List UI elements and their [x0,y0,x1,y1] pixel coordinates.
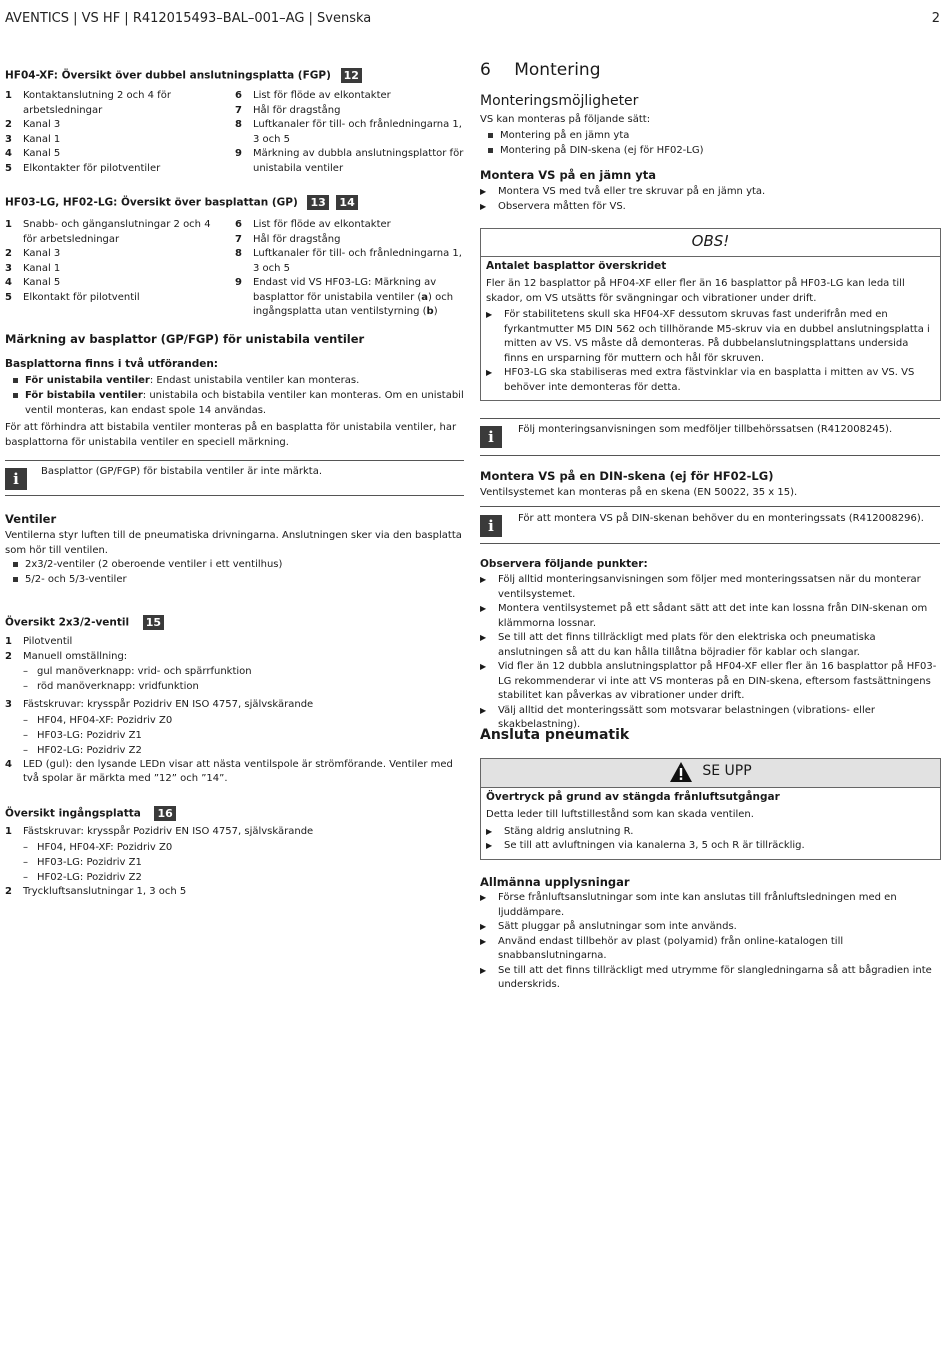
list-text: HF03-LG ska stabiliseras med extra fästvinklar via en basplatta i mitten av VS. VS behöver inte demonteras för detta. [504,367,915,393]
list-text: Manuell omställning: [23,650,128,662]
divider [480,543,940,544]
info-note: Följ monteringsanvisningen som medföljer tillbehörssatsen (R412008245). [518,424,893,435]
list-item [5,679,465,694]
arrow-bullet-icon: ▶ [480,893,487,902]
overview-valve-list [5,635,465,787]
list-text: Luftkanaler för till- och frånledningarna 1, 3 och 5 [253,248,462,274]
list-item [5,728,465,743]
list-item [5,162,225,177]
list-item [5,133,225,148]
fgp-list-a [5,89,225,176]
list-text: Kanal 5 [23,148,61,159]
notice-heading: OBS! [481,229,940,257]
chapter-title: Montering [514,60,601,80]
flat-mount-list [480,185,940,214]
figure-tag-13: 13 [307,195,328,210]
dash-bullet: – [23,729,28,741]
valves-paragraph: Ventilerna styr luften till de pneumatiska drivningarna. Anslutningen sker via den basplatta som hör till ventilen. [5,530,462,556]
info-icon: i [5,468,27,490]
caution-list [486,825,935,854]
list-item: 2 Manuell omställning: [5,650,465,665]
item-number: 9 [235,277,242,288]
mounting-options-list [480,128,940,158]
caution-paragraph: Detta leder till luftstillestånd som kan skada ventilen. [486,809,754,820]
info-icon: i [480,426,502,448]
list-item [486,839,935,854]
arrow-bullet-icon: ▶ [480,705,487,715]
item-number: 3 [5,133,12,145]
list-item [235,104,465,119]
list-item [5,291,225,306]
dash-list [5,840,465,885]
bold-term: För unistabila ventiler [25,375,150,386]
arrow-bullet-icon: ▶ [480,604,487,613]
list-item [235,233,465,248]
list-item [480,185,940,200]
item-number: 5 [5,162,12,174]
dash-bullet: – [23,666,28,677]
list-text: Se till att avluftningen via kanalerna 3, 5 och R är tillräcklig. [504,840,805,851]
header-title: AVENTICS | VS HF | R412015493–BAL–001–AG | Svenska [5,11,372,26]
page-header [5,11,940,31]
square-bullet-icon [488,128,500,143]
list-text: HF02-LG: Pozidriv Z2 [37,744,142,756]
square-bullet-icon [488,143,500,158]
list-text: Snabb- och gänganslutningar 2 och 4 för arbetsledningar [23,219,211,245]
item-number: 1 [5,219,12,230]
item-number: 2 [5,248,12,259]
info-note: För att montera VS på DIN-skenan behöver du en monteringssats (R412008296). [518,513,924,524]
general-info-list [480,891,940,993]
item-number: 4 [5,148,12,159]
dash-bullet: – [23,681,28,692]
list-item [5,118,225,133]
list-item [486,366,935,395]
arrow-bullet-icon: ▶ [480,633,487,642]
square-bullet-icon [13,572,25,587]
list-item [5,276,225,291]
list-text: 2x3/2-ventiler (2 oberoende ventiler i ett ventilhus) [25,559,283,570]
list-text: Se till att det finns tillräckligt med plats för den elektriska och pneumatiska anslutningen så att du kan hålla tillåtna böjradier för kablar och slangar. [498,632,876,658]
list-item [5,218,225,247]
item-number: 6 [235,90,242,101]
divider [480,455,940,456]
list-text: För stabilitetens skull ska HF04-XF dessutom skruvas fast underifrån med en fyrkantmutter M5 DIN 562 och tillhörande M5-skruv via en dubbel anslutningsplatta i mitten av VS. VS måste då demonteras. På dubbelanslutningsplattans undersida finns en ursparning för muttern och hål för skruven. [504,309,930,364]
list-item [235,276,465,320]
list-text: Förse frånluftsanslutningar som inte kan anslutas till frånluftsledningen med en ljuddämpare. [498,892,897,918]
fgp-list-b [235,89,465,176]
list-text: Använd endast tillbehör av plast (polyamid) från online-katalogen till snabbanslutningarna. [498,935,844,961]
gp-list-b [235,218,465,320]
list-item [5,147,225,162]
list-text: 5/2- och 5/3-ventiler [25,574,127,585]
list-text: List för flöde av elkontakter [253,90,391,101]
caution-header [481,759,940,788]
din-paragraph: Ventilsystemet kan monteras på en skena (EN 50022, 35 x 15). [480,487,798,498]
list-text: Märkning av dubbla anslutningsplattor för unistabila ventiler [253,148,464,174]
divider [5,495,464,496]
list-item [480,964,940,993]
list-text: Observera måtten för VS. [498,200,626,212]
info-icon: i [480,515,502,537]
list-text: Se till att det finns tillräckligt med utrymme för slangledningarna så att bågradien inte underskrids. [498,964,932,990]
list-text: Kanal 3 [23,119,61,130]
list-item [5,743,465,758]
divider [480,506,940,507]
list-text: HF02-LG: Pozidriv Z2 [37,871,142,883]
list-text: Pilotventil [23,636,73,647]
list-item: 3 Fästskruvar: krysspår Pozidriv EN ISO 4757, självskärande [5,698,465,713]
item-number: 1 [5,90,12,101]
arrow-bullet-icon: ▶ [486,368,493,377]
figure-tag-14: 14 [336,195,357,210]
list-item [480,935,940,964]
arrow-bullet-icon: ▶ [486,841,493,850]
list-text: Följ alltid monteringsanvisningen som följer med monteringssatsen när du monterar ventilsystemet. [498,574,921,600]
list-item [5,855,465,870]
list-text: Kontaktanslutning 2 och 4 för arbetsledningar [23,90,171,116]
mounting-options-title: Monteringsmöjligheter [480,93,639,109]
list-text: Kanal 1 [23,262,61,274]
arrow-bullet-icon: ▶ [480,201,487,211]
divider [5,460,464,461]
arrow-bullet-icon: ▶ [480,187,487,196]
list-item [480,602,941,631]
gp-title [5,195,358,210]
item-number: 4 [5,277,12,288]
arrow-bullet-icon: ▶ [480,575,487,584]
arrow-bullet-icon: ▶ [480,662,487,671]
item-number: 8 [235,248,242,259]
bold-term: För bistabila ventiler [25,390,143,401]
page-number: 2 [931,11,940,26]
item-number: 8 [235,119,242,130]
item-number: 6 [235,219,242,230]
list-text: HF04, HF04-XF: Pozidriv Z0 [37,714,173,726]
list-text: Kanal 3 [23,248,61,259]
item-number: 7 [235,233,242,245]
observe-title: Observera följande punkter: [480,558,648,570]
fgp-title-text: HF04-XF: Översikt över dubbel anslutningsplatta (FGP) [5,69,331,82]
list-item [480,920,940,935]
item-number: 9 [235,148,242,159]
list-text: Stäng aldrig anslutning R. [504,825,634,837]
list-text: Hål för dragstång [253,233,341,245]
input-plate-title-text: Översikt ingångsplatta [5,807,141,820]
fgp-title [5,68,362,83]
list-text: Montera VS med två eller tre skruvar på en jämn yta. [498,186,766,197]
item-number: 3 [5,262,12,274]
list-item: 2 Tryckluftsanslutningar 1, 3 och 5 [5,885,465,900]
list-text: Välj alltid det monteringssätt som motsvarar belastningen (vibrations- eller skakbelastning). [498,704,875,730]
list-item [5,89,225,118]
arrow-bullet-icon: ▶ [486,826,493,836]
list-item [5,713,465,728]
dash-list [5,664,465,694]
list-text: Vid fler än 12 dubbla anslutningsplattor på HF04-XF eller fler än 16 basplattor på HF03-LG rekommenderar vi inte att VS monteras på en DIN-skena, eftersom fastsättningens stabilitet kan påverkas av vibrationer under drift. [498,661,937,701]
list-item [5,840,465,855]
list-text: Tryckluftsanslutningar 1, 3 och 5 [23,885,187,897]
marking-list [5,373,465,418]
marking-title: Märkning av basplattor (GP/FGP) för unistabila ventiler [5,332,365,346]
list-item [235,147,465,176]
list-item [5,262,225,277]
dash-bullet: – [23,714,28,726]
caution-subtitle: Övertryck på grund av stängda frånluftsutgångar [486,791,780,803]
list-item [235,118,465,147]
notice-box [480,228,941,401]
arrow-bullet-icon: ▶ [486,310,493,319]
marking-paragraph: För att förhindra att bistabila ventiler monteras på en basplatta för unistabila ventiler, har basplattorna för unistabila ventiler en speciell märkning. [5,422,457,448]
list-item: 1 Pilotventil [5,635,465,650]
list-text: Hål för dragstång [253,104,341,116]
list-text: Kanal 5 [23,277,61,288]
list-text: : Endast unistabila ventiler kan monteras. [149,375,360,386]
gp-title-text: HF03-LG, HF02-LG: Översikt över basplattan (GP) [5,196,298,209]
caution-box [480,758,941,860]
pneumatics-title: Ansluta pneumatik [480,727,630,743]
item-number: 2 [5,119,12,130]
list-item [5,870,465,885]
valves-list [5,557,465,587]
arrow-bullet-icon: ▶ [480,936,487,946]
list-text: HF04, HF04-XF: Pozidriv Z0 [37,841,173,853]
list-item [486,308,935,366]
list-text: Montering på DIN-skena (ej för HF02-LG) [500,145,704,156]
list-item [5,557,465,572]
item-number: 5 [5,291,12,303]
mounting-options-paragraph: VS kan monteras på följande sätt: [480,114,651,125]
figure-tag-16: 16 [154,806,175,821]
list-item [5,664,465,679]
item-number: 7 [235,104,242,116]
arrow-bullet-icon: ▶ [480,922,487,931]
list-item [480,660,941,704]
square-bullet-icon [13,557,25,572]
list-text: röd manöverknapp: vridfunktion [37,681,199,692]
list-item [235,218,465,233]
dash-bullet: – [23,744,28,756]
list-item [5,373,465,388]
flat-mount-title: Montera VS på en jämn yta [480,168,657,182]
list-text: gul manöverknapp: vrid- och spärrfunktion [37,666,252,677]
overview-valve-title [5,615,164,630]
list-item [480,631,941,660]
figure-tag-15: 15 [143,615,164,630]
overview-valve-title-text: Översikt 2x3/2-ventil [5,616,130,629]
list-text: Fästskruvar: krysspår Pozidriv EN ISO 4757, självskärande [23,826,314,837]
list-text: Sätt pluggar på anslutningar som inte används. [498,921,737,932]
list-text: Kanal 1 [23,133,61,145]
caution-heading: SE UPP [702,763,752,779]
notice-list [486,308,935,395]
general-info-title: Allmänna upplysningar [480,875,630,889]
list-text: Montering på en jämn yta [500,130,630,141]
dash-bullet: – [23,841,28,853]
info-note: Basplattor (GP/FGP) för bistabila ventiler är inte märkta. [41,466,323,477]
observe-list [480,573,941,733]
dash-list [5,713,465,758]
list-text: : unistabila och bistabila ventiler kan monteras. Om en unistabil ventil monteras, kan endast spole 14 användas. [25,390,464,416]
list-text: Elkontakter för pilotventiler [23,162,161,174]
divider [480,418,940,419]
list-text: List för flöde av elkontakter [253,219,391,230]
list-item [5,388,465,418]
input-plate-title [5,806,176,821]
list-text: Montera ventilsystemet på ett sådant sätt att det inte kan lossna från DIN-skenan om klämmorna lossnar. [498,603,928,629]
dash-bullet: – [23,856,28,868]
din-title: Montera VS på en DIN-skena (ej för HF02-LG) [480,469,774,483]
list-item [5,247,225,262]
list-item [480,573,941,602]
dash-bullet: – [23,871,28,883]
list-text: Luftkanaler för till- och frånledningarna 1, 3 och 5 [253,119,462,145]
valves-title: Ventiler [5,512,57,526]
marking-subtitle: Basplattorna finns i två utföranden: [5,358,219,370]
list-item [480,128,940,143]
notice-paragraph: Fler än 12 basplattor på HF04-XF eller fler än 16 basplattor på HF03-LG kan leda till skador, om VS utsätts för svängningar och vibrationer under drift. [486,278,905,304]
input-plate-list [5,825,465,899]
list-text: LED (gul): den lysande LEDn visar att nästa ventilspole är strömförande. Ventiler med två spolar är märkta med ”12” och ”14”. [23,758,453,784]
list-item [486,825,935,840]
list-item [480,143,940,158]
notice-subtitle: Antalet basplattor överskridet [486,260,667,272]
list-text: HF03-LG: Pozidriv Z1 [37,856,142,868]
gp-list-a [5,218,225,305]
list-item [235,247,465,276]
list-text: HF03-LG: Pozidriv Z1 [37,729,142,741]
list-item [5,572,465,587]
list-item [480,200,940,215]
chapter-heading [480,60,600,80]
warning-icon [669,761,693,783]
list-text: Elkontakt för pilotventil [23,291,140,303]
list-item: 4 LED (gul): den lysande LEDn visar att nästa ventilspole är strömförande. Ventiler med två spolar är märkta med ”12” och ”14”. [5,758,465,787]
list-text: Fästskruvar: krysspår Pozidriv EN ISO 4757, självskärande [23,699,314,710]
figure-tag-12: 12 [341,68,362,83]
list-item [480,891,940,920]
arrow-bullet-icon: ▶ [480,965,487,975]
list-text: Endast vid VS HF03-LG: Märkning av basplattor för unistabila ventiler (a) och ingångsplatta utan ventilstyrning (b) [253,277,454,317]
list-item: 1 Fästskruvar: krysspår Pozidriv EN ISO 4757, självskärande [5,825,465,840]
list-item [235,89,465,104]
chapter-number: 6 [480,60,491,80]
